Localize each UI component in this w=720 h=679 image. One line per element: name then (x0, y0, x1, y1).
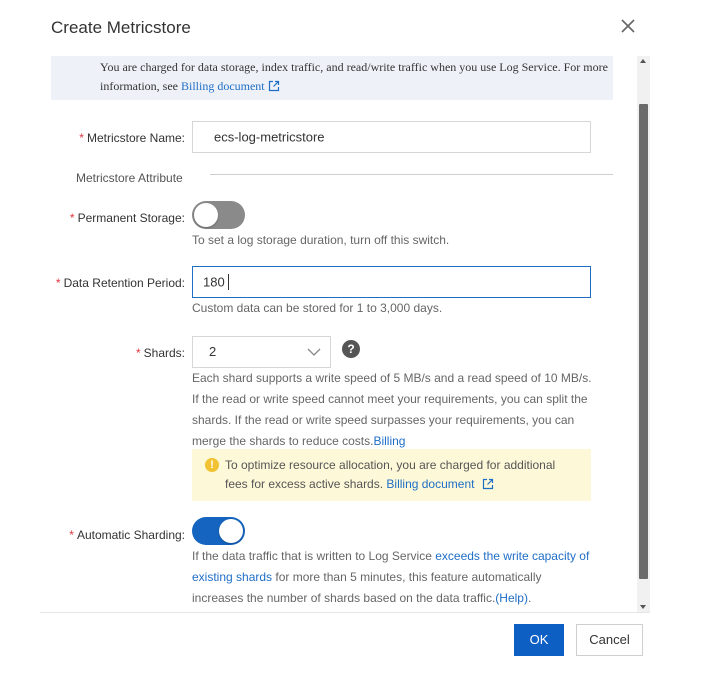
scroll-up-arrow-icon[interactable] (640, 59, 646, 63)
shards-warning (192, 449, 591, 501)
billing-notice (51, 56, 613, 100)
shards-help: Each shard supports a write speed of 5 MB/s and a read speed of 10 MB/s. If the read or write speed cannot meet your requirements, you can split the shards. If the read or write speed surpasses your requirements, you can merge the shards to reduce costs.Billing (192, 371, 592, 448)
shards-select[interactable] (192, 336, 331, 368)
shards-label: * Shards: (135, 346, 185, 360)
metricstore-attribute-heading: Metricstore Attribute (76, 171, 183, 185)
toggle-knob (219, 519, 243, 543)
metricstore-name-value: ecs-log-metricstore (214, 129, 325, 145)
scroll-down-arrow-icon[interactable] (640, 605, 646, 609)
footer-divider (40, 612, 650, 613)
data-retention-label: * Data Retention Period: (55, 276, 185, 290)
warning-text: To optimize resource allocation, you are charged for additional fees for excess active shards. (225, 458, 556, 491)
notice-text: You are charged for data storage, index traffic, and read/write traffic when you use Log Service. For more information, see (100, 60, 608, 93)
automatic-sharding-label: * Automatic Sharding: (69, 528, 185, 542)
permanent-storage-toggle[interactable] (192, 201, 245, 229)
shards-billing-link[interactable]: Billing (373, 434, 406, 448)
dialog-body[interactable] (0, 56, 650, 612)
metricstore-name-input[interactable] (192, 121, 591, 153)
write-capacity-link[interactable]: exceeds the write capacity of existing shards (192, 549, 590, 584)
cancel-button[interactable]: Cancel (576, 624, 643, 656)
info-warning-icon: ! (205, 458, 219, 472)
required-mark: * (79, 131, 84, 145)
section-divider (210, 174, 613, 175)
automatic-sharding-help: If the data traffic that is written to Log Service exceeds the write capacity of existing shards for more than 5 minutes, this feature automatically increases the number of shards based on the data traffic.(Help). (192, 549, 590, 605)
shards-value: 2 (209, 344, 217, 359)
metricstore-name-label: * Metricstore Name: (79, 131, 185, 145)
warning-billing-link[interactable]: Billing document (386, 477, 475, 491)
text-caret (228, 274, 229, 290)
billing-document-link[interactable]: Billing document (180, 79, 265, 93)
permanent-storage-help: To set a log storage duration, turn off this switch. (192, 233, 450, 247)
dialog-title: Create Metricstore (51, 18, 191, 37)
close-icon[interactable] (618, 16, 638, 36)
data-retention-help: Custom data can be stored for 1 to 3,000 days. (192, 301, 443, 315)
external-link-icon[interactable] (268, 79, 280, 98)
toggle-knob (194, 203, 218, 227)
vertical-scrollbar[interactable] (637, 56, 650, 612)
chevron-down-icon (306, 346, 322, 361)
automatic-sharding-toggle[interactable] (192, 517, 245, 545)
data-retention-input[interactable] (192, 266, 591, 298)
help-link[interactable]: (Help) (495, 591, 528, 605)
question-icon[interactable]: ? (342, 340, 360, 358)
ok-button[interactable]: OK (514, 624, 564, 656)
external-link-icon[interactable] (482, 477, 494, 496)
scrollbar-thumb[interactable] (639, 104, 648, 579)
data-retention-value: 180 (203, 274, 225, 290)
permanent-storage-label: * Permanent Storage: (69, 211, 185, 225)
